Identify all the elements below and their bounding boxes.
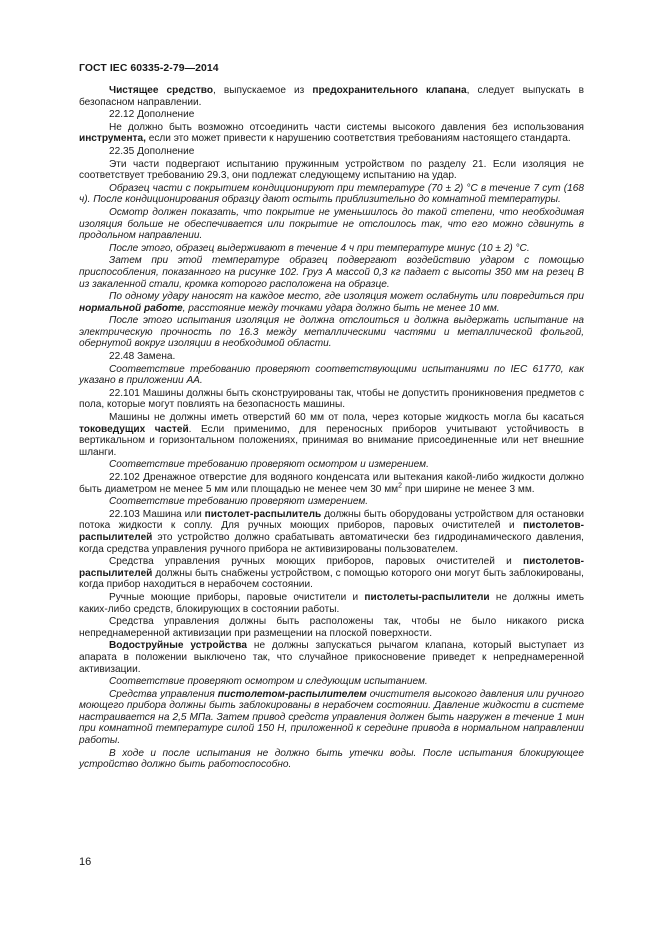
text-run: Средства управления должны быть расположены так, чтобы не было никакого риска непреднамеренной активизации при размещении на плоской поверхности. — [79, 616, 584, 639]
paragraph — [79, 689, 584, 747]
text-run: В ходе и после испытания не должно быть утечки воды. После испытания блокирующее устройство должно быть работоспособно. — [79, 747, 584, 771]
text-run: пистолеты-распылители — [364, 591, 490, 603]
text-run: 22.102 Дренажное отверстие для водяного конденсата или вытекания какой-либо жидкости должно быть диаметром не менее 5 мм или площадью не менее чем 30 мм — [79, 472, 584, 495]
paragraph — [79, 459, 584, 471]
text-run: не должны иметь каких-либо средств, блокирующих в состоянии работы. — [79, 591, 584, 615]
clause-heading — [79, 351, 584, 363]
text-run: По одному удару наносят на каждое место, где изоляция может ослабнуть или повредиться при — [109, 291, 584, 303]
text-run: Осмотр должен показать, что покрытие не уменьшилось до такой степени, что необходимая изоляция больше не обеспечивается или покрытие не отслоилось так, что его можно сдвинуть в продольном направлении. — [79, 206, 584, 242]
paragraph — [79, 159, 584, 182]
text-run: нормальной работе — [79, 302, 183, 314]
text-run: очистителя высокого давления или ручного моющего прибора должны быть заблокированы в нерабочем состоянии. Давление жидкости в системе настраивается на 2,5 МПа. Затем привод средств управления должен быть нагружен в течение 1 мин при комнатной температуре силой 150 Н, приложенной к середине привода в нормальном направлении работы. — [79, 688, 584, 747]
paragraph — [79, 85, 584, 108]
paragraph — [79, 315, 584, 350]
text-run: пистолет-распылитель — [204, 508, 322, 520]
text-run: 22.103 Машина или — [109, 508, 205, 520]
paragraph — [79, 122, 584, 145]
paragraph — [79, 183, 584, 206]
text-run: Соответствие проверяют осмотром и следующим испытанием. — [109, 676, 428, 688]
paragraph — [79, 364, 584, 387]
text-run: при ширине не менее 3 мм. — [402, 483, 535, 495]
text-run: пистолетов-распылителей — [79, 520, 584, 543]
text-run: . Если применимо, для переносных приборов учитывают устойчивость в вертикальном и горизонтальном положениях, принимая во внимание присоединенные или нет внешние шланги. — [79, 423, 584, 458]
paragraph — [79, 291, 584, 314]
text-run: должны быть снабжены устройством, с помощью которого они могут быть заблокированы, когда прибор находиться в нерабочем состоянии. — [79, 567, 584, 591]
text-run: Соответствие требованию проверяют соответствующими испытаниями по IEC 61770, как указано в приложении АА. — [79, 363, 584, 387]
text-run: Чистящее средство — [109, 85, 214, 96]
text-run: токоведущих частей — [79, 423, 189, 435]
text-run: инструмента, — [79, 133, 146, 145]
text-run: Водоструйные устройства — [109, 640, 248, 652]
paragraph — [79, 748, 584, 771]
text-run: Соответствие требованию проверяют осмотром и измерением. — [109, 459, 429, 471]
text-run: 22.48 Замена. — [109, 351, 176, 363]
text-run: Ручные моющие приборы, паровые очистители и — [109, 591, 365, 603]
paragraph — [79, 592, 584, 615]
text-run: После этого испытания изоляция не должна отслоиться и должна выдержать испытание на электрическую прочность по 16.3 между металлическими частями и металлической фольгой, обернутой вокруг изоляции в необходимой области. — [79, 315, 584, 350]
paragraph — [79, 676, 584, 688]
text-run: , расстояние между точками удара должно быть не менее 10 мм. — [182, 302, 500, 314]
paragraph — [79, 509, 584, 555]
text-run: Эти части подвергают испытанию пружинным устройством по разделу 21. Если изоляция не соответствует требованию 29.3, они подлежат следующему испытанию на удар. — [79, 158, 584, 182]
text-run: 22.35 Дополнение — [109, 145, 195, 157]
text-run: Средства управления — [109, 688, 218, 700]
text-run: Образец части с покрытием кондиционируют при температуре (70 ± 2) °С в течение 7 сут (168 ч). После кондиционирования образцу дают остыть приблизительно до комнатной температуры. — [79, 182, 584, 206]
document-header: ГОСТ IEC 60335-2-79—2014 — [79, 63, 219, 74]
text-run: Машины не должны иметь отверстий 60 мм от пола, через которые жидкость могла бы касаться — [109, 412, 584, 424]
text-run: 22.12 Дополнение — [109, 109, 195, 121]
text-run: , выпускаемое из — [213, 85, 313, 96]
text-run: После этого, образец выдерживают в течение 4 ч при температуре минус (10 ± 2) °С. — [109, 242, 530, 254]
paragraph — [79, 388, 584, 411]
paragraph — [79, 616, 584, 639]
paragraph — [79, 556, 584, 591]
text-run: если это может привести к нарушению соответствия требованиям настоящего стандарта. — [145, 133, 571, 145]
text-run: Средства управления ручных моющих приборов, паровых очистителей и — [109, 556, 524, 568]
text-run: пистолетом-распылителем — [217, 688, 367, 700]
clause-heading — [79, 109, 584, 121]
text-run: Соответствие требованию проверяют измерением. — [109, 496, 369, 508]
clause-heading — [79, 146, 584, 158]
text-run: пистолетов-распылителей — [79, 556, 584, 579]
text-run: должны быть оборудованы устройством для остановки потока жидкости к соплу. Для ручных моющих приборов, паровых очистителей и — [79, 508, 584, 532]
superscript: 2 — [398, 482, 403, 490]
text-run: Затем при этой температуре образец подвергают воздействию ударом с помощью приспособления, показанного на рисунке 102. Груз А массой 0,3 кг падает с высоты 350 мм на резец В из закаленной стали, кромка которого расположена на образце. — [79, 255, 584, 290]
paragraph — [79, 496, 584, 508]
text-run: 22.101 Машины должны быть сконструированы так, чтобы не допустить проникновения предметов с пола, которые могут повлиять на безопасность машины. — [79, 387, 584, 411]
paragraph — [79, 207, 584, 242]
paragraph — [79, 640, 584, 675]
text-run: Не должно быть возможно отсоединить части системы высокого давления без использования — [109, 121, 584, 133]
text-run: предохранительного клапана — [312, 85, 467, 96]
document-body — [79, 85, 584, 772]
paragraph — [79, 472, 584, 495]
page-number: 16 — [79, 856, 92, 868]
text-run: , следует выпускать в безопасном направлении. — [79, 85, 584, 108]
text-run: не должны запускаться рычагом клапана, который выступает из апарата в положении выключено так, что случайное прикосновение приведет к непреднамеренной активизации. — [79, 640, 584, 675]
paragraph — [79, 243, 584, 255]
paragraph — [79, 255, 584, 290]
paragraph — [79, 412, 584, 458]
text-run: это устройство должно срабатывать автоматически без гидродинамического давления, когда средства управления ручного прибора не активизированы пользователем. — [79, 531, 584, 555]
